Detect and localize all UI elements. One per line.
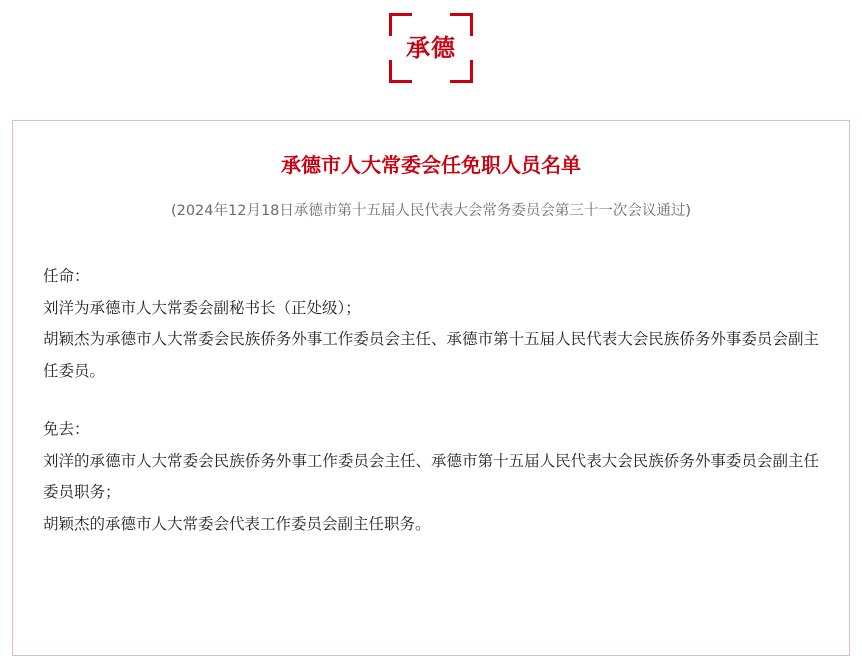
logo-frame [395, 19, 467, 77]
document-body [43, 261, 819, 541]
paragraph: 刘洋为承德市人大常委会副秘书长（正处级）； [43, 298, 361, 317]
paragraph: 刘洋的承德市人大常委会民族侨务外事工作委员会主任、承德市第十五届人民代表大会民族侨务外事委员会副主任委员职务； [43, 451, 819, 502]
site-logo[interactable] [0, 0, 862, 96]
logo-text: 承德 [406, 34, 456, 62]
document-subtitle: (2024年12月18日承德市第十五届人民代表大会常务委员会第三十一次会议通过) [170, 203, 692, 219]
corner-frame-icon-bottom-left [389, 60, 412, 83]
paragraph: 胡颖杰的承德市人大常委会代表工作委员会副主任职务。 [43, 515, 431, 534]
corner-frame-icon-top-left [389, 13, 412, 36]
corner-frame-icon-bottom-right [450, 60, 473, 83]
corner-frame-icon-top-right [450, 13, 473, 36]
paragraph: 免去： [43, 419, 90, 438]
paragraph: 胡颖杰为承德市人大常委会民族侨务外事工作委员会主任、承德市第十五届人民代表大会民族侨务外事委员会副主任委员。 [43, 330, 819, 381]
paragraph: 任命： [43, 266, 90, 285]
page-title: 承德市人大常委会任免职人员名单 [281, 153, 581, 177]
document-card [12, 120, 850, 656]
